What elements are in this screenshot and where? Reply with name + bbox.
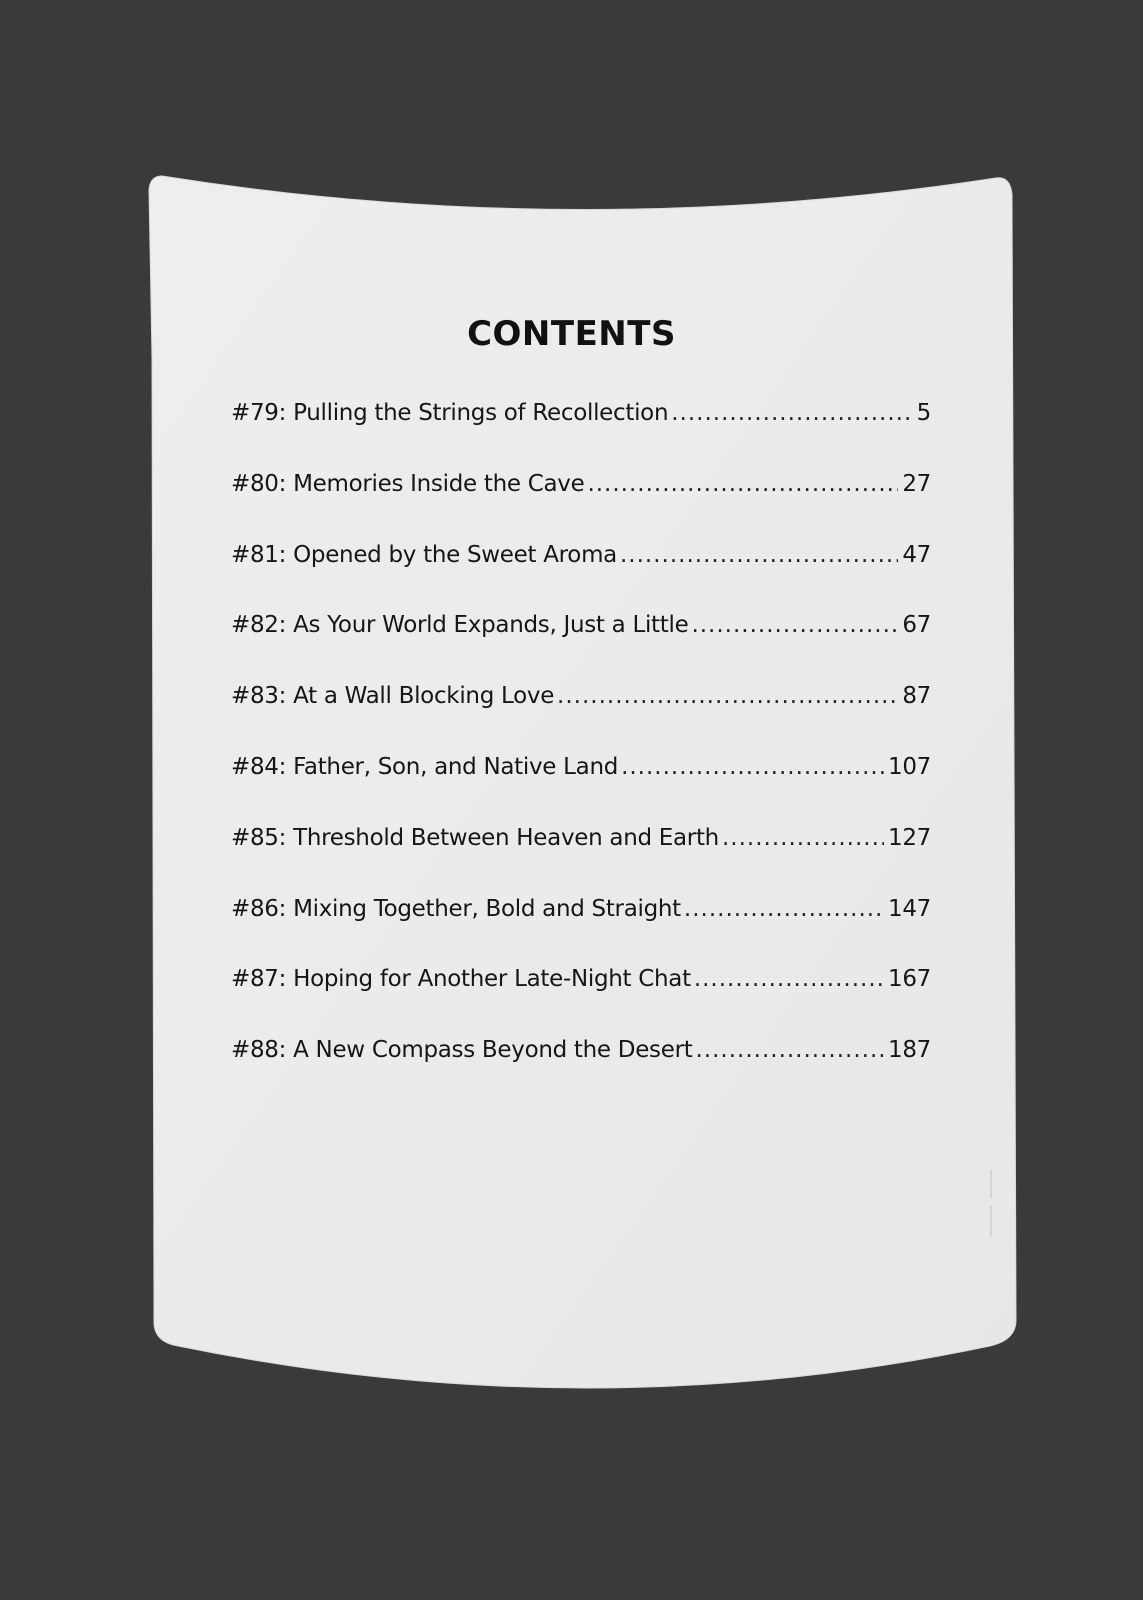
toc-entry[interactable] — [231, 896, 931, 967]
toc-entry[interactable] — [231, 966, 931, 1037]
page-title: CONTENTS — [467, 314, 676, 354]
entry-page-number: 127 — [888, 824, 931, 851]
entry-title: #83: At a Wall Blocking Love — [231, 683, 555, 710]
entry-page-number: 67 — [902, 612, 931, 639]
entry-title: #86: Mixing Together, Bold and Straight — [231, 895, 681, 922]
toc-list — [231, 400, 931, 1108]
toc-entry[interactable] — [231, 825, 931, 896]
toc-entry[interactable] — [231, 754, 931, 825]
toc-entry[interactable] — [231, 400, 931, 471]
dot-leader — [722, 825, 884, 851]
dot-leader — [587, 471, 898, 497]
dot-leader — [694, 966, 884, 992]
entry-title: #88: A New Compass Beyond the Desert — [231, 1037, 693, 1064]
entry-page-number: 47 — [902, 541, 931, 568]
entry-title: #79: Pulling the Strings of Recollection — [231, 400, 669, 426]
dot-leader — [621, 754, 884, 780]
entry-page-number: 27 — [902, 470, 931, 497]
dot-leader — [557, 683, 898, 709]
entry-title: #87: Hoping for Another Late-Night Chat — [231, 966, 691, 993]
toc-entry[interactable] — [231, 1037, 931, 1108]
dot-leader — [620, 542, 898, 568]
faint-edge-marking — [988, 1170, 996, 1240]
entry-title: #81: Opened by the Sweet Aroma — [231, 541, 617, 568]
toc-entry[interactable] — [231, 542, 931, 613]
entry-page-number: 167 — [888, 966, 931, 993]
entry-page-number: 107 — [888, 753, 931, 780]
entry-page-number: 187 — [888, 1037, 931, 1064]
entry-title: #82: As Your World Expands, Just a Little — [231, 612, 689, 639]
toc-entry[interactable] — [231, 471, 931, 542]
entry-title: #84: Father, Son, and Native Land — [231, 753, 619, 780]
dot-leader — [695, 1037, 884, 1063]
entry-title: #80: Memories Inside the Cave — [231, 470, 585, 497]
entry-page-number: 147 — [888, 895, 931, 922]
entry-page-number: 87 — [902, 683, 931, 710]
toc-entry[interactable] — [231, 683, 931, 754]
dot-leader — [671, 400, 912, 426]
entry-page-number: 5 — [916, 400, 931, 426]
dot-leader — [691, 612, 898, 638]
dot-leader — [684, 896, 884, 922]
entry-title: #85: Threshold Between Heaven and Earth — [231, 824, 719, 851]
toc-entry[interactable] — [231, 612, 931, 683]
